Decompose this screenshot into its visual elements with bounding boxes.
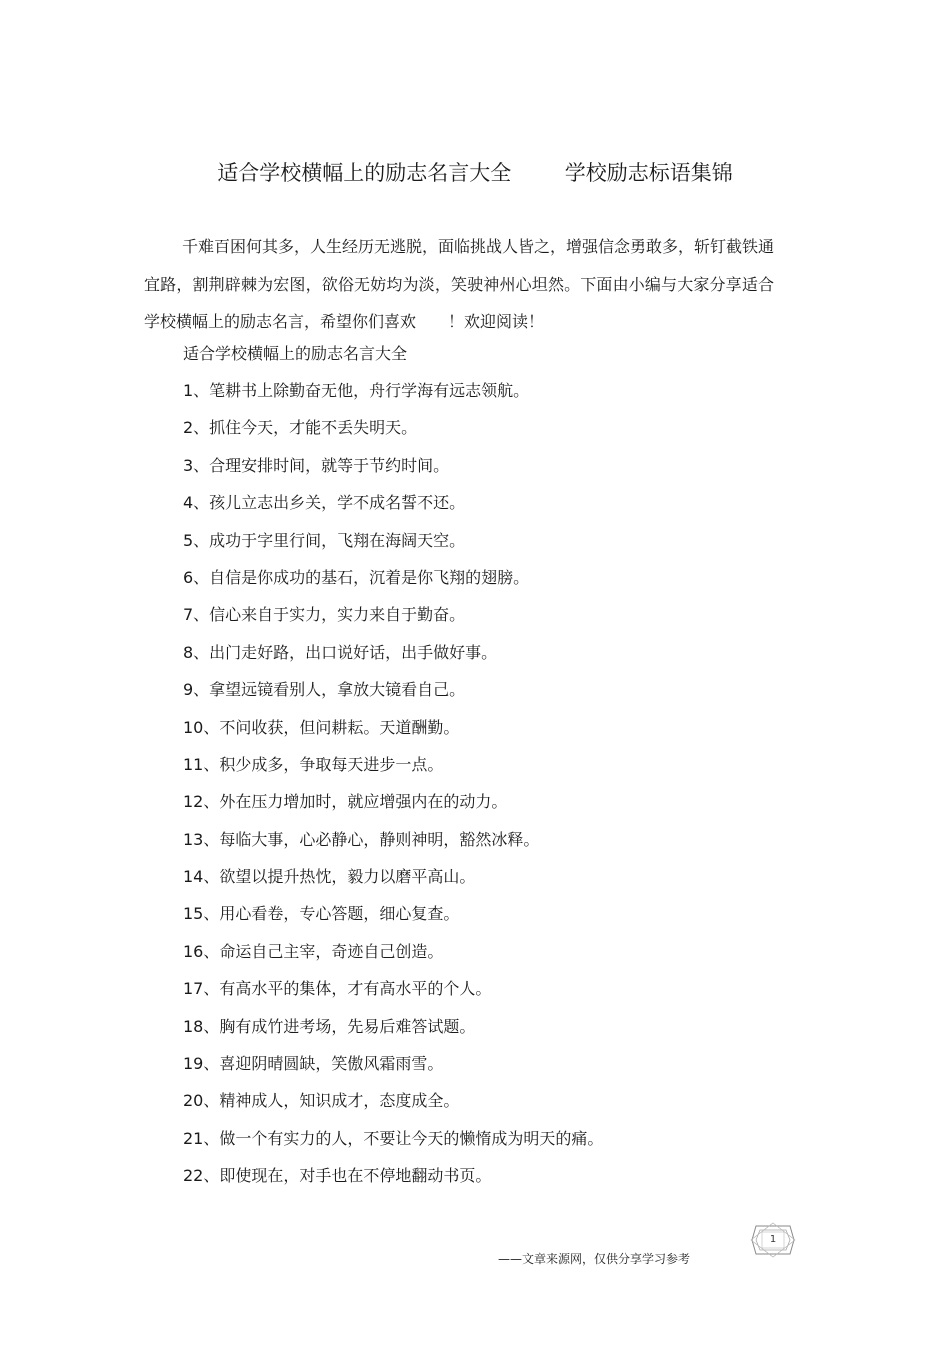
page-number: 1 <box>769 1234 777 1245</box>
quote-item: 5、成功于字里行间，飞翔在海阔天空。 <box>183 530 466 550</box>
quote-item: 19、喜迎阴晴圆缺，笑傲风霜雨雪。 <box>183 1054 444 1074</box>
quote-item: 9、拿望远镜看别人，拿放大镜看自己。 <box>183 680 466 700</box>
quote-item: 21、做一个有实力的人，不要让今天的懒惰成为明天的痛。 <box>183 1128 604 1148</box>
quote-item: 3、合理安排时间，就等于节约时间。 <box>183 455 450 475</box>
quote-item: 1、笔耕书上除勤奋无他，舟行学海有远志领航。 <box>183 381 530 400</box>
quote-item: 4、孩儿立志出乡关，学不成名誓不还。 <box>183 493 466 513</box>
quote-item: 22、即使现在，对手也在不停地翻动书页。 <box>183 1166 492 1186</box>
quote-item: 16、命运自己主宰，奇迹自己创造。 <box>183 941 444 961</box>
quote-list <box>183 379 603 1202</box>
quote-item: 8、出门走好路，出口说好话，出手做好事。 <box>183 642 498 662</box>
footer-source-note: ——文章来源网，仅供分享学习参考 <box>498 1252 691 1266</box>
quote-item: 20、精神成人，知识成才，态度成全。 <box>183 1091 460 1111</box>
quote-item: 15、用心看卷，专心答题，细心复查。 <box>183 904 460 924</box>
quote-item: 14、欲望以提升热忱，毅力以磨平高山。 <box>183 867 476 887</box>
page-number-badge <box>750 1222 796 1258</box>
quote-item: 17、有高水平的集体，才有高水平的个人。 <box>183 979 492 999</box>
section-heading: 适合学校横幅上的励志名言大全 <box>183 344 408 363</box>
quote-item: 18、胸有成竹进考场，先易后难答试题。 <box>183 1016 476 1036</box>
document-title: 适合学校横幅上的励志名言大全 学校励志标语集锦 <box>217 161 733 185</box>
intro-paragraph: 千难百困何其多，人生经历无逃脱，面临挑战人皆之，增强信念勇敢多，斩钉截铁通宜路，割荆辟棘为宏图，欲俗无妨均为淡，笑驶神州心坦然。下面由小编与大家分享适合学校横幅上的励志名言，希望你们喜欢 ！欢迎阅读！ <box>144 237 775 331</box>
quote-item: 13、每临大事，心必静心，静则神明，豁然冰释。 <box>183 829 540 849</box>
quote-item: 7、信心来自于实力，实力来自于勤奋。 <box>183 605 466 625</box>
quote-item: 10、不问收获，但问耕耘。天道酬勤。 <box>183 717 460 737</box>
quote-item: 12、外在压力增加时，就应增强内在的动力。 <box>183 792 508 812</box>
quote-item: 6、自信是你成功的基石，沉着是你飞翔的翅膀。 <box>183 567 530 587</box>
quote-item: 11、积少成多，争取每天进步一点。 <box>183 754 444 774</box>
quote-item: 2、抓住今天，才能不丢失明天。 <box>183 418 418 438</box>
